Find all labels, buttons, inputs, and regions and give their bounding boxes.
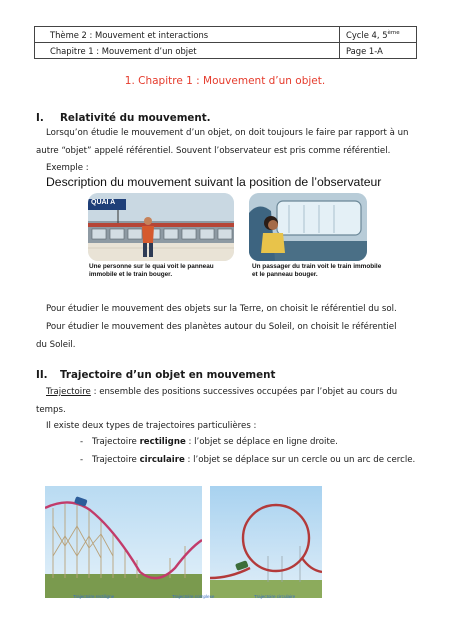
cycle-cell: [340, 27, 417, 43]
photo-caption-rectiligne: Trajectoire rectiligne: [73, 594, 115, 599]
page-cell: Page 1-A: [340, 43, 417, 59]
cycle-sup: ème: [387, 29, 400, 36]
caption-right: [252, 263, 381, 279]
cycle-text: Cycle 4, 5: [346, 29, 388, 40]
platform-illustration: [88, 193, 234, 261]
section1-heading: [36, 112, 211, 124]
section1-title: Relativité du mouvement.: [60, 112, 211, 124]
photo-caption-circulaire: Trajectoire circulaire: [254, 594, 296, 599]
trajectory-intro: Il existe deux types de trajectoires particulières :: [46, 421, 257, 431]
list-item-rectiligne: - Trajectoire rectiligne : l’objet se déplace en ligne droite.: [80, 437, 338, 447]
section1-para-line2: autre “objet” appelé référentiel. Souvent l’observateur est pris comme référentiel.: [36, 146, 391, 156]
caption-right-line1: Un passager du train voit le train immobile: [252, 263, 382, 270]
definition-line2: temps.: [36, 405, 66, 415]
coaster-photo-1: [45, 486, 202, 598]
section2-heading: [36, 369, 275, 381]
definition-line1: [36, 383, 428, 401]
section1-para3-line1: Pour étudier le mouvement des planètes autour du Soleil, on choisit le référentiel: [46, 322, 397, 332]
example-label: Exemple :: [46, 163, 89, 173]
platform-sign: QUAI A: [91, 199, 116, 206]
photo-caption-complexe: Trajectoire complexe: [172, 594, 215, 599]
section1-para3-line2: du Soleil.: [36, 340, 76, 350]
definition-text-1: : ensemble des positions successives occupées par l’objet au cours du: [90, 387, 398, 397]
train-drawing: [249, 193, 367, 261]
theme-cell: Thème 2 : Mouvement et interactions: [35, 27, 340, 43]
caption-left-line1: Une personne sur le quai voit le panneau: [89, 263, 214, 270]
list-item-circulaire: - Trajectoire circulaire : l’objet se déplace sur un cercle ou un arc de cercle.: [80, 455, 416, 465]
section2-number: II.: [36, 369, 48, 381]
page-title: 1. Chapitre 1 : Mouvement d’un objet.: [124, 75, 326, 87]
figure-title: Description du mouvement suivant la position de l’observateur: [46, 175, 382, 189]
chapter-cell: Chapitre 1 : Mouvement d’un objet: [35, 43, 340, 59]
section1-para-line1: Lorsqu’on étudie le mouvement d’un objet, on doit toujours le faire par rapport à un: [46, 128, 409, 138]
section2-title: Trajectoire d’un objet en mouvement: [60, 369, 276, 381]
train-illustration: [249, 193, 367, 261]
term-circulaire: circulaire: [139, 455, 185, 465]
coaster-drawing-2: [210, 486, 322, 598]
caption-left-line2: immobile et le train bouger.: [89, 271, 173, 278]
header-table: [34, 26, 417, 59]
definition-term: Trajectoire: [46, 387, 91, 397]
caption-right-line2: et le panneau bouger.: [252, 271, 318, 278]
caption-left: [89, 263, 214, 279]
term-rectiligne: rectiligne: [139, 437, 186, 447]
section1-number: I.: [36, 112, 44, 124]
coaster-photo-2: [210, 486, 322, 598]
coaster-drawing-1: [45, 486, 202, 598]
section1-para2: Pour étudier le mouvement des objets sur la Terre, on choisit le référentiel du sol.: [46, 304, 397, 314]
